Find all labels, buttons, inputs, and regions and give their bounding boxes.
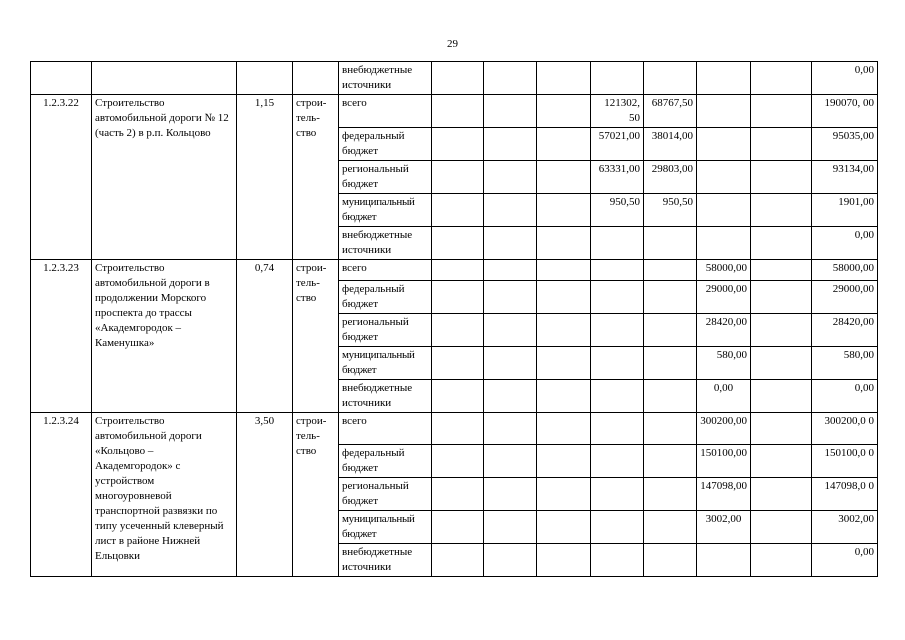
total-cell: 150100,0 0 [812,445,878,478]
source-cell: муниципальный бюджет [339,511,432,544]
value-cell [644,478,697,511]
source-cell: внебюджетные источники [339,544,432,577]
value-cell: 63331,00 [591,161,644,194]
value-cell [697,544,751,577]
name-cell [92,62,237,95]
name-cell: Строительство автомобильной дороги в продолжении Морского проспекта до трассы «Академгородок – Каменушка» [92,260,237,413]
source-cell: внебюджетные источники [339,227,432,260]
source-cell: всего [339,95,432,128]
budget-table [30,61,878,577]
value-cell [591,511,644,544]
value-cell [697,128,751,161]
value-cell [591,227,644,260]
kind-cell [293,62,339,95]
value-cell [644,227,697,260]
length-cell: 0,74 [237,260,293,413]
value-cell [644,314,697,347]
value-cell [644,445,697,478]
total-cell: 0,00 [812,544,878,577]
value-cell [697,194,751,227]
source-cell: всего [339,260,432,281]
total-cell: 0,00 [812,227,878,260]
source-cell: региональный бюджет [339,161,432,194]
value-cell [591,347,644,380]
source-cell: муниципальный бюджет [339,194,432,227]
total-cell: 580,00 [812,347,878,380]
total-cell: 58000,00 [812,260,878,281]
value-cell [697,227,751,260]
value-cell [591,380,644,413]
value-cell: 580,00 [697,347,751,380]
code-cell: 1.2.3.23 [31,260,92,413]
value-cell [591,445,644,478]
length-cell: 1,15 [237,95,293,260]
total-cell: 300200,0 0 [812,413,878,445]
total-cell: 147098,0 0 [812,478,878,511]
source-cell: внебюджетные источники [339,62,432,95]
total-cell: 0,00 [812,62,878,95]
source-cell: внебюджетные источники [339,380,432,413]
value-cell [644,347,697,380]
source-cell: региональный бюджет [339,478,432,511]
value-cell: 300200,00 [697,413,751,445]
total-cell: 28420,00 [812,314,878,347]
value-cell: 950,50 [591,194,644,227]
page-number: 29 [447,38,458,50]
value-cell: 0,00 [697,380,751,413]
value-cell [644,544,697,577]
source-cell: федеральный бюджет [339,281,432,314]
value-cell [697,95,751,128]
source-cell: региональный бюджет [339,314,432,347]
value-cell: 3002,00 [697,511,751,544]
value-cell: 147098,00 [697,478,751,511]
code-cell: 1.2.3.24 [31,413,92,577]
value-cell [697,161,751,194]
value-cell: 121302, 50 [591,95,644,128]
value-cell: 150100,00 [697,445,751,478]
value-cell [591,478,644,511]
table-row [31,260,878,281]
value-cell [644,260,697,281]
kind-cell: строи-тель-ство [293,260,339,413]
value-cell: 68767,50 [644,95,697,128]
value-cell [644,380,697,413]
value-cell [644,511,697,544]
kind-cell: строи-тель-ство [293,413,339,577]
value-cell: 29803,00 [644,161,697,194]
total-cell: 3002,00 [812,511,878,544]
kind-cell: строи-тель-ство [293,95,339,260]
source-cell: муниципальный бюджет [339,347,432,380]
total-cell: 29000,00 [812,281,878,314]
value-cell [591,260,644,281]
value-cell: 950,50 [644,194,697,227]
value-cell [591,544,644,577]
code-cell: 1.2.3.22 [31,95,92,260]
total-cell: 0,00 [812,380,878,413]
code-cell [31,62,92,95]
source-cell: федеральный бюджет [339,128,432,161]
source-cell: федеральный бюджет [339,445,432,478]
value-cell [591,281,644,314]
value-cell [591,314,644,347]
value-cell: 38014,00 [644,128,697,161]
total-cell: 95035,00 [812,128,878,161]
value-cell: 58000,00 [697,260,751,281]
name-cell: Строительство автомобильной дороги № 12 (часть 2) в р.п. Кольцово [92,95,237,260]
table-row [31,413,878,445]
name-cell: Строительство автомобильной дороги «Кольцово – Академгородок» с устройством многоуровневой транспортной развязки по типу усеченный клеверный лист в районе Нижней Ельцовки [92,413,237,577]
value-cell: 28420,00 [697,314,751,347]
length-cell: 3,50 [237,413,293,577]
total-cell: 190070, 00 [812,95,878,128]
table-row [31,62,878,95]
value-cell [644,413,697,445]
table-row [31,95,878,128]
total-cell: 1901,00 [812,194,878,227]
length-cell [237,62,293,95]
value-cell: 29000,00 [697,281,751,314]
source-cell: всего [339,413,432,445]
value-cell: 57021,00 [591,128,644,161]
total-cell: 93134,00 [812,161,878,194]
value-cell [591,413,644,445]
value-cell [644,281,697,314]
